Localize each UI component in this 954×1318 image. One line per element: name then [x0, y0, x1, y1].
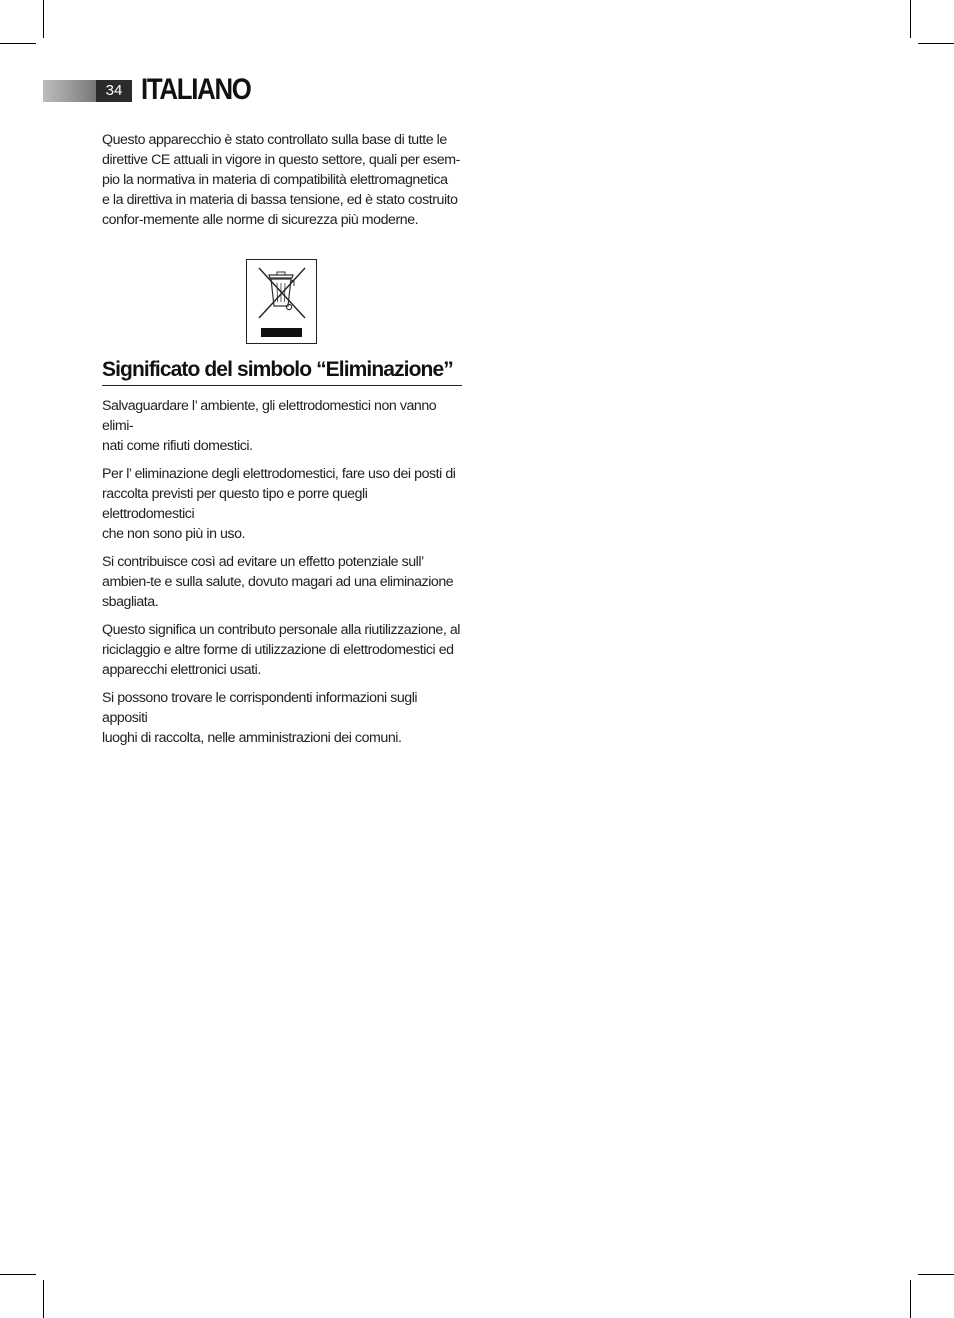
intro-text: [102, 130, 462, 230]
section-title: Significato del simbolo “Eliminazione”: [102, 356, 462, 386]
crop-mark: [0, 43, 36, 44]
text-line: Salvaguardare l’ ambiente, gli elettrodomestici non vanno elimi-: [102, 398, 437, 434]
body-paragraph: [102, 464, 462, 544]
text-line: Questo apparecchio è stato controllato sulla base di tutte le: [102, 132, 447, 148]
crop-mark: [910, 1280, 911, 1318]
text-line: nati come rifiuti domestici.: [102, 438, 253, 454]
text-line: confor-memente alle norme di sicurezza più moderne.: [102, 212, 419, 228]
text-line: pio la normativa in materia di compatibilità elettromagnetica: [102, 172, 448, 188]
weee-symbol-frame: [246, 259, 317, 344]
text-line: sbagliata.: [102, 594, 159, 610]
crossed-out-wheelie-bin-icon: [247, 260, 315, 342]
section-body: [102, 396, 462, 756]
body-paragraph: [102, 620, 462, 680]
page-number: 34: [96, 80, 132, 102]
text-line: apparecchi elettronici usati.: [102, 662, 261, 678]
text-line: Per l’ eliminazione degli elettrodomestici, fare uso dei posti di: [102, 466, 456, 482]
text-line: ambien-te e sulla salute, dovuto magari ad una eliminazione: [102, 574, 454, 590]
crop-mark: [43, 1280, 44, 1318]
crop-mark: [43, 0, 44, 38]
text-line: riciclaggio e altre forme di utilizzazione di elettrodomestici ed: [102, 642, 454, 658]
intro-paragraph: [102, 130, 462, 230]
text-line: direttive CE attuali in vigore in questo settore, quali per esem-: [102, 152, 460, 168]
text-line: e la direttiva in materia di bassa tensione, ed è stato costruito: [102, 192, 458, 208]
crop-mark: [910, 0, 911, 38]
text-line: Si contribuisce così ad evitare un effetto potenziale sull’: [102, 554, 424, 570]
crop-mark: [0, 1274, 36, 1275]
crop-mark: [918, 1274, 954, 1275]
crop-mark: [918, 43, 954, 44]
text-line: luoghi di raccolta, nelle amministrazioni dei comuni.: [102, 730, 402, 746]
text-line: Si possono trovare le corrispondenti informazioni sugli appositi: [102, 690, 418, 726]
body-paragraph: [102, 688, 462, 748]
text-line: Questo significa un contributo personale alla riutilizzazione, al: [102, 622, 460, 638]
body-paragraph: [102, 552, 462, 612]
text-line: raccolta previsti per questo tipo e porre quegli elettrodomestici: [102, 486, 368, 522]
body-paragraph: [102, 396, 462, 456]
text-line: che non sono più in uso.: [102, 526, 246, 542]
language-title: ITALIANO: [141, 73, 251, 106]
